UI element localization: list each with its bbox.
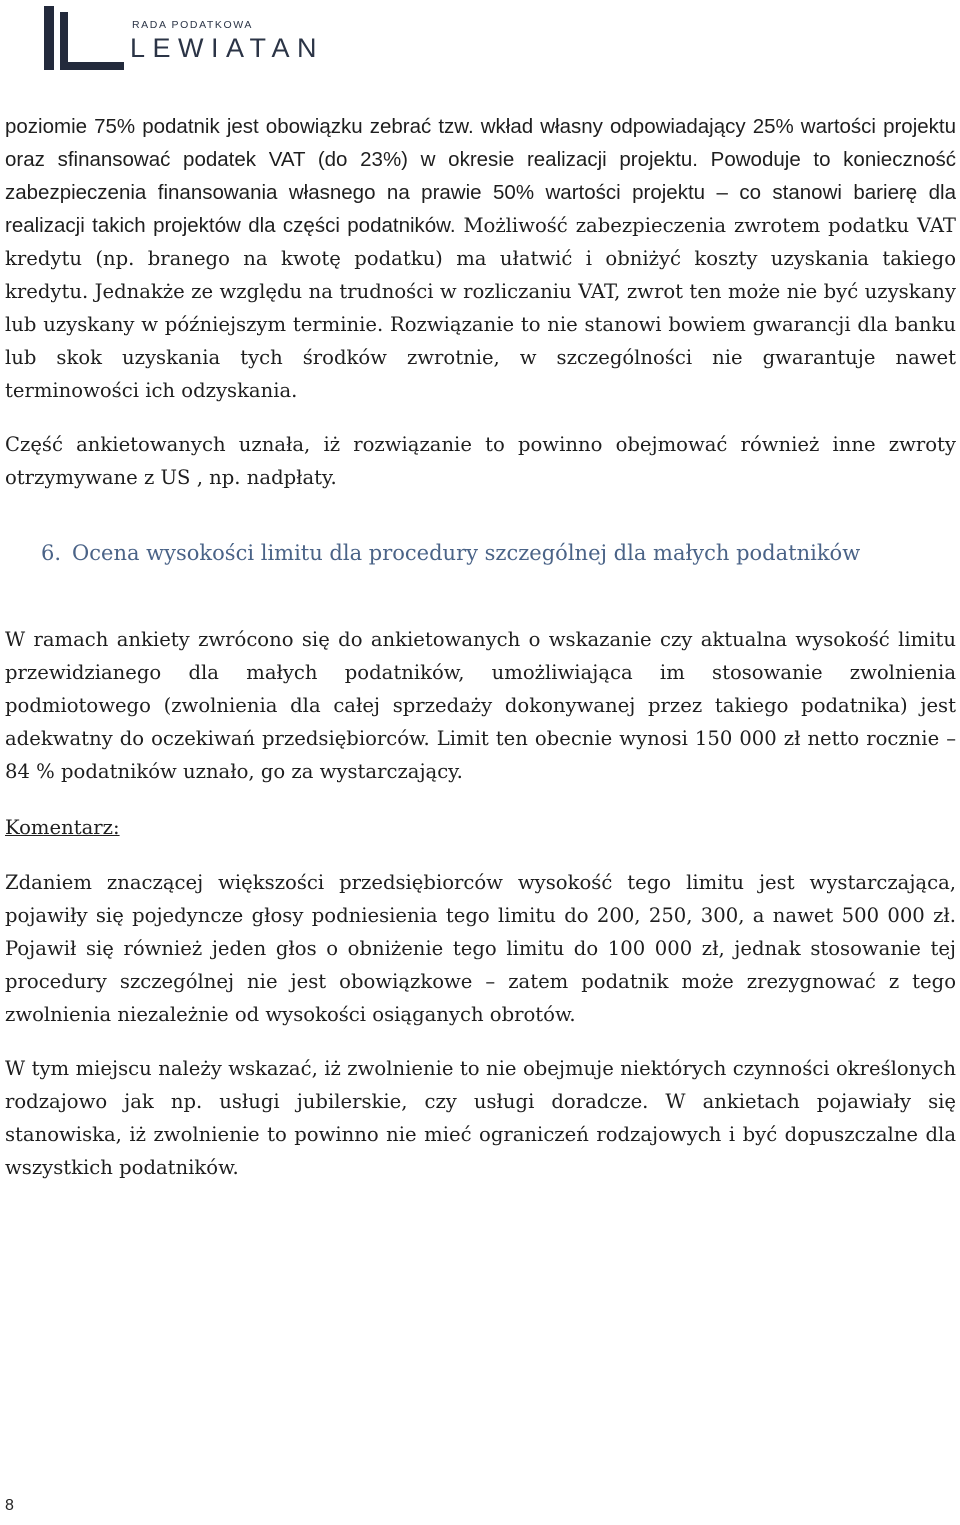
paragraph-exemptions: W tym miejscu należy wskazać, iż zwolnienie to nie obejmuje niektórych czynności określonych rodzajowo jak np. usługi jubilerskie, czy usługi doradcze. W ankietach pojawiały się stanowiska, iż zwolnienie to powinno nie mieć ograniczeń rodzajowych i być dopuszczalne dla wszystkich podatników. [5, 1057, 956, 1179]
paragraph-survey-limit: W ramach ankiety zwrócono się do ankietowanych o wskazanie czy aktualna wysokość limitu przewidzianego dla małych podatników, umożliwiająca im stosowanie zwolnienia podmiotowego (zwolnienia dla całej sprzedaży dokonywanej przez takiego podatnika) jest adekwatny do oczekiwań przedsiębiorców. Limit ten obecnie wynosi 150 000 zł netto rocznie – 84 % podatników uznało, go za wystarczający. [5, 628, 956, 783]
logo [44, 6, 344, 76]
logo-subtitle: RADA PODATKOWA [132, 19, 253, 31]
logo-title: LEWIATAN [130, 33, 325, 63]
paragraph-vat-loan [5, 110, 956, 407]
section-heading [41, 537, 956, 570]
page-number: 8 [5, 1497, 14, 1514]
paragraph-vat-loan-part2: Możliwość zabezpieczenia zwrotem podatku VAT kredytu (np. branego na kwotę podatku) ma ułatwić i obniżyć koszty uzyskania takiego kredytu. Jednakże ze względu na trudności w rozliczaniu VAT, zwrot ten może nie być uzyskany lub uzyskany w późniejszym terminie. Rozwiązanie to nie stanowi bowiem gwarancji dla banku lub skok uzyskania tych środków zwrotnie, w szczególności nie gwarantuje nawet terminowości ich odzyskania. [5, 214, 956, 402]
document-body [5, 110, 956, 1184]
comment-label: Komentarz: [5, 816, 120, 839]
lewiatan-logo-icon [44, 6, 124, 76]
paragraph-other-refunds: Część ankietowanych uznała, iż rozwiązanie to powinno obejmować również inne zwroty otrzymywane z US , np. nadpłaty. [5, 433, 956, 489]
section-number: 6. [41, 541, 62, 565]
section-title: Ocena wysokości limitu dla procedury szczególnej dla małych podatników [72, 541, 861, 565]
paragraph-vat-loan-part1: poziomie 75% podatnik jest obowiązku zebrać tzw. wkład własny odpowiadający 25% wartości projektu oraz sfinansować podatek VAT (do 23%) w okresie realizacji projektu. Powoduje to konieczność zabezpieczenia finansowania własnego na prawie 50% wartości projektu – co stanowi barierę dla realizacji takich projektów dla części podatników. [5, 115, 956, 237]
paragraph-comment: Zdaniem znaczącej większości przedsiębiorców wysokość tego limitu jest wystarczająca, pojawiły się pojedyncze głosy podniesienia tego limitu do 200, 250, 300, a nawet 500 000 zł. Pojawił się również jeden głos o obniżenie tego limitu do 100 000 zł, jednak stosowanie tej procedury szczególnej nie jest obowiązkowe – zatem podatnik może zrezygnować z tego zwolnienia niezależnie od wysokości osiąganych obrotów. [5, 871, 956, 1026]
